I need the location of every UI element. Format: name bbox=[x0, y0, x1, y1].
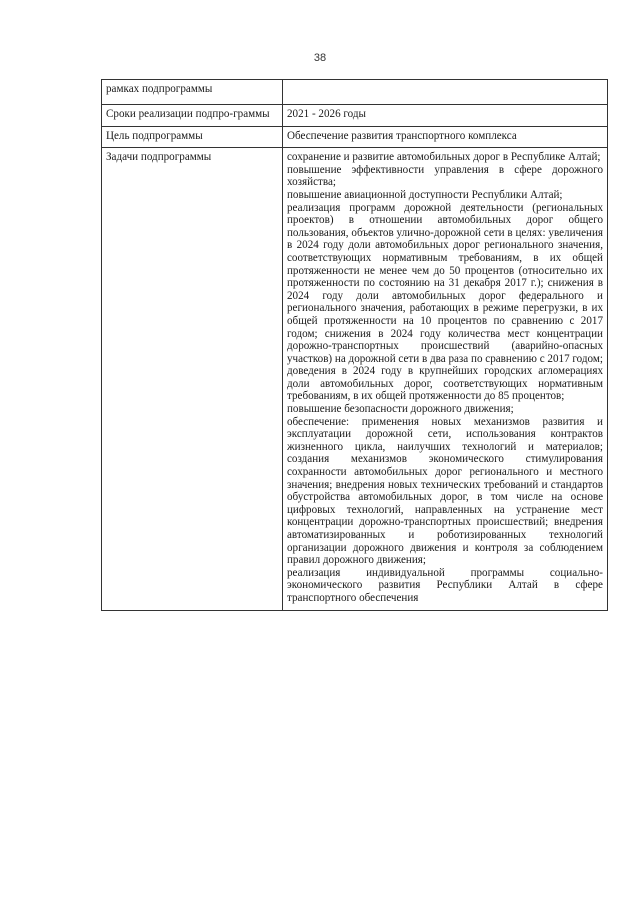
row-value: Обеспечение развития транспортного комплекса bbox=[283, 126, 608, 148]
row-label: рамках подпрограммы bbox=[102, 80, 283, 105]
task-item: повышение авиационной доступности Республики Алтай; bbox=[287, 188, 563, 201]
page-number: 38 bbox=[313, 52, 327, 64]
tasks-cell bbox=[283, 148, 608, 610]
table-row bbox=[102, 105, 608, 127]
table-row bbox=[102, 126, 608, 148]
row-value bbox=[283, 80, 608, 105]
table-row bbox=[102, 80, 608, 105]
task-item: реализация программ дорожной деятельности (региональных проектов) в отношении автомобильных дорог общего пользования, объектов улично-дорожной сети в целях: увеличения в 2024 году доли автомобильных дорог регионального значения, соответствующих нормативным требованиям, в их общей протяженности не менее чем до 50 процентов (относительно их протяженности по состоянию на 31 декабря 2017 г.); снижения в 2024 году доли автомобильных дорог федерального и регионального значения, работающих в режиме перегрузки, в их общей протяженности на 10 процентов по сравнению с 2017 годом; снижения в 2024 году количества мест концентрации дорожно-транспортных происшествий (аварийно-опасных участков) на дорожной сети в два раза по сравнению с 2017 годом; доведения в 2024 году в крупнейших городских агломерациях доли автомобильных дорог, соответствующих нормативным требованиям, в их общей протяженности до 85 процентов; bbox=[287, 201, 603, 403]
row-label: Сроки реализации подпро-граммы bbox=[102, 105, 283, 127]
table-row bbox=[102, 148, 608, 610]
task-item: реализация индивидуальной программы социально-экономического развития Республики Алтай в сфере транспортного обеспечения bbox=[287, 566, 603, 604]
task-item: обеспечение: применения новых механизмов развития и эксплуатации дорожной сети, использования контрактов жизненного цикла, наилучших технологий и материалов; создания механизмов экономического стимулирования сохранности автомобильных дорог регионального и местного значения; внедрения новых технических требований и стандартов обустройства автомобильных дорог, в том числе на основе цифровых технологий, направленных на устранение мест концентрации дорожно-транспортных происшествий; внедрения автоматизированных и роботизированных технологий организации дорожного движения и контроля за соблюдением правил дорожного движения; bbox=[287, 415, 603, 567]
row-value: 2021 - 2026 годы bbox=[283, 105, 608, 127]
row-label: Цель подпрограммы bbox=[102, 126, 283, 148]
subprogram-passport-table bbox=[101, 79, 608, 611]
task-item: повышение безопасности дорожного движения; bbox=[287, 403, 514, 416]
row-label: Задачи подпрограммы bbox=[102, 148, 283, 610]
task-item: сохранение и развитие автомобильных дорог в Республике Алтай; bbox=[287, 151, 601, 164]
task-item: повышение эффективности управления в сфере дорожного хозяйства; bbox=[287, 163, 603, 189]
